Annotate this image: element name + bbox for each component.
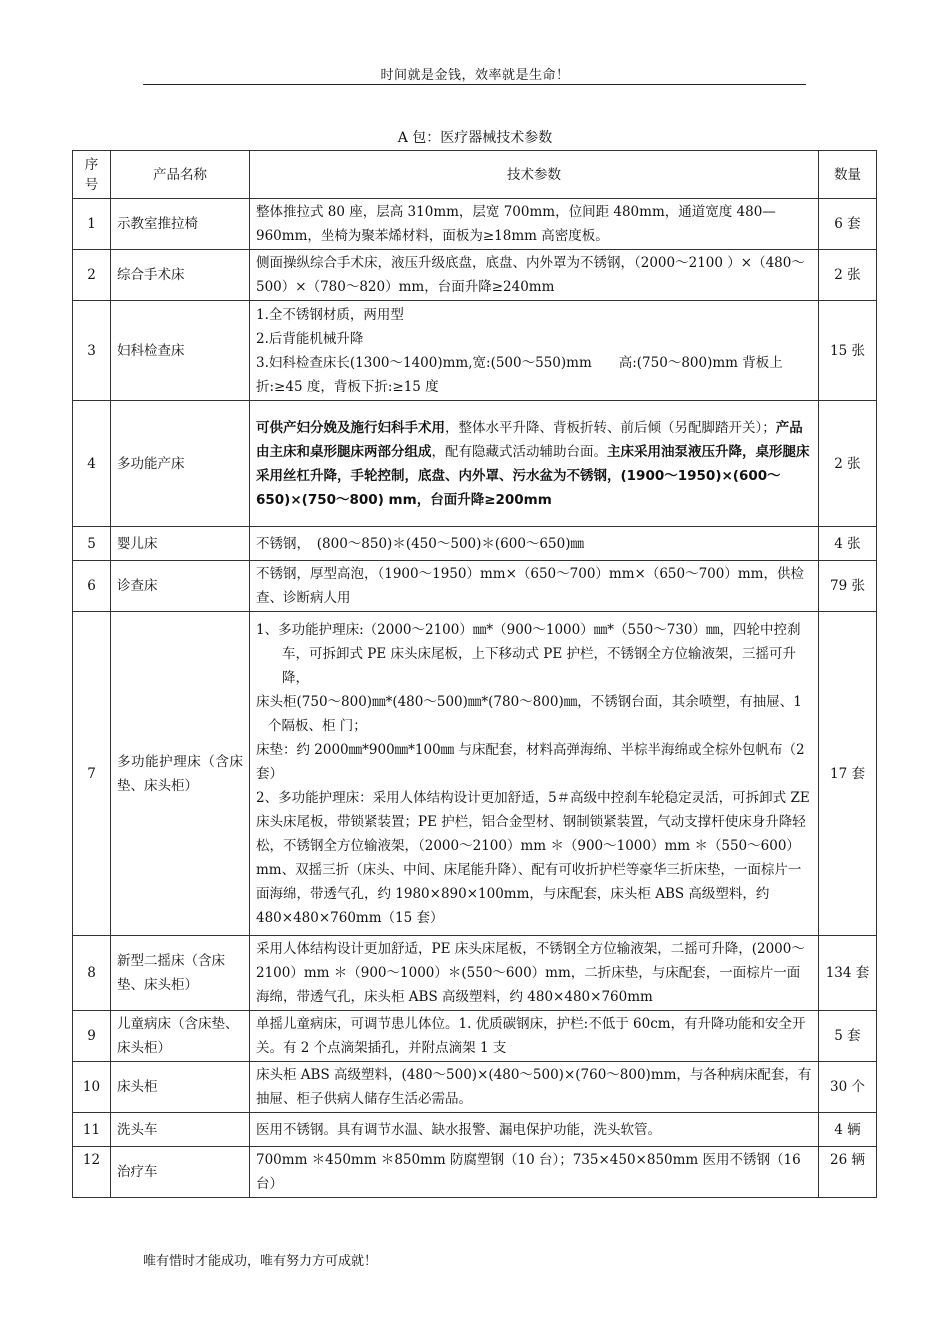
product-name: 示教室推拉椅 xyxy=(111,199,250,250)
spec-cell xyxy=(250,1147,819,1198)
quantity: 2 张 xyxy=(819,401,877,527)
spec-text: 整体推拉式 80 座，层高 310mm，层宽 700mm，位间距 480mm，通道宽度 480—960mm，坐椅为聚苯烯材料，面板为≥18mm 高密度板。 xyxy=(256,204,776,244)
spec-cell xyxy=(250,561,819,612)
product-name: 综合手术床 xyxy=(111,250,250,301)
table-row xyxy=(73,612,877,936)
spec-text: 单摇儿童病床，可调节患儿体位。1. 优质碳钢床，护栏:不低于 60cm，有升降功能和安全开关。有 2 个点滴架插孔，并附点滴架 1 支 xyxy=(256,1016,806,1056)
spec-text: ，整体水平升降、背板折转、前后倾（另配脚踏开关）； xyxy=(445,419,776,436)
spec-text-bold: 产品由主床和桌形腿床两部分组成 xyxy=(256,419,803,460)
tech-params-table xyxy=(72,150,877,1198)
spec-text: 1、多功能护理床:（2000～2100）㎜*（900～1000）㎜*（550～730）㎜，四轮中控刹车，可拆卸式 PE 床头床尾板，上下移动式 PE 护栏，不锈钢全方位输液架，三摇可升降， xyxy=(256,621,801,686)
table-row xyxy=(73,527,877,561)
spec-cell xyxy=(250,936,819,1011)
quantity: 5 套 xyxy=(819,1011,877,1062)
quantity: 4 张 xyxy=(819,527,877,561)
product-name: 多功能产床 xyxy=(111,401,250,527)
spec-cell xyxy=(250,527,819,561)
header-name: 产品名称 xyxy=(111,151,250,199)
spec-text-bold: 可供产妇分娩及施行妇科手术用 xyxy=(256,419,445,436)
product-name: 洗头车 xyxy=(111,1113,250,1147)
product-name: 婴儿床 xyxy=(111,527,250,561)
product-name: 诊查床 xyxy=(111,561,250,612)
quantity: 134 套 xyxy=(819,936,877,1011)
spec-text: 床垫：约 2000㎜*900㎜*100㎜ 与床配套，材料高弹海绵、半棕半海绵或全棕外包帆布（2 套） xyxy=(256,741,805,782)
spec-cell xyxy=(250,250,819,301)
table-row xyxy=(73,301,877,401)
spec-cell xyxy=(250,301,819,401)
row-number: 2 xyxy=(73,250,111,301)
quantity: 2 张 xyxy=(819,250,877,301)
header-spec: 技术参数 xyxy=(250,151,819,199)
row-number: 12 xyxy=(73,1147,111,1198)
quantity: 17 套 xyxy=(819,612,877,936)
spec-cell xyxy=(250,1113,819,1147)
table-header-row xyxy=(73,151,877,199)
spec-cell xyxy=(250,199,819,250)
row-number: 7 xyxy=(73,612,111,936)
spec-text: 2.后背能机械升降 xyxy=(256,330,364,347)
row-number: 9 xyxy=(73,1011,111,1062)
spec-text: 采用人体结构设计更加舒适，PE 床头床尾板，不锈钢全方位输液架，二摇可升降，(2000～2100）mm ＊（900～1000）＊(550～600）mm，二折床垫，与床配套，一面棕片一面海绵，带透气孔，床头柜 ABS 高级塑料，约 480×480×760mm xyxy=(256,941,805,1005)
spec-text: 床头柜(750～800)㎜*(480～500)㎜*(780～800)㎜，不锈钢台面，其余喷塑，有抽屉、1 个隔板、柜 门； xyxy=(256,693,802,734)
product-name: 妇科检查床 xyxy=(111,301,250,401)
table-row xyxy=(73,401,877,527)
row-number: 5 xyxy=(73,527,111,561)
quantity: 30 个 xyxy=(819,1062,877,1113)
spec-cell xyxy=(250,401,819,527)
table-row xyxy=(73,936,877,1011)
product-name: 床头柜 xyxy=(111,1062,250,1113)
spec-text: 1.全不锈钢材质，两用型 xyxy=(256,306,404,323)
spec-text: 700mm ＊450mm ＊850mm 防腐塑钢（10 台）；735×450×850mm 医用不锈钢（16 台） xyxy=(256,1152,801,1192)
spec-text-bold: 主床采用油泵液压升降，桌形腿床采用丝杠升降，手轮控制，底盘、内外罩、污水盆为不锈钢，(1900～1950)×(600～650)×(750～800) mm，台面升降≥200mm xyxy=(256,443,810,508)
table-row xyxy=(73,1147,877,1198)
row-number: 8 xyxy=(73,936,111,1011)
spec-text: 2、多功能护理床：采用人体结构设计更加舒适，5＃高级中控刹车轮稳定灵活，可拆卸式 ZE 床头床尾板，带锁紧装置；PE 护栏，铝合金型材、钢制锁紧装置，气动支撑杆使床身升降轻松，不锈钢全方位输液架，（2000～2100）mm ＊（900～1000）mm ＊（550～600）mm、双摇三折（床头、中间、床尾能升降）、配有可收折护栏等豪华三折床垫，一面棕片一面海绵，带透气孔，约 1980×890×100mm，与床配套，床头柜 ABS 高级塑料，约 480×480×760mm（15 套） xyxy=(256,789,810,926)
spec-text: 床头柜 ABS 高级塑料，(480～500)×(480～500)×(760～800)mm，与各种病床配套，有抽屉、柜子供病人储存生活必需品。 xyxy=(256,1067,812,1107)
table-row xyxy=(73,561,877,612)
table-row xyxy=(73,199,877,250)
row-number: 6 xyxy=(73,561,111,612)
table-row xyxy=(73,1011,877,1062)
row-number: 10 xyxy=(73,1062,111,1113)
row-number: 11 xyxy=(73,1113,111,1147)
product-name: 治疗车 xyxy=(111,1147,250,1198)
spec-text: 3.妇科检查床长(1300～1400)mm,宽:(500～550)mm 高:(750～800)mm 背板上折:≥45 度，背板下折:≥15 度 xyxy=(256,354,783,395)
spec-cell xyxy=(250,612,819,936)
product-name: 儿童病床（含床垫、床头柜） xyxy=(111,1011,250,1062)
quantity: 79 张 xyxy=(819,561,877,612)
header-qty: 数量 xyxy=(819,151,877,199)
spec-cell xyxy=(250,1062,819,1113)
quantity: 15 张 xyxy=(819,301,877,401)
quantity: 4 辆 xyxy=(819,1113,877,1147)
page-header-slogan: 时间就是金钱，效率就是生命！ xyxy=(380,68,570,83)
quantity: 6 套 xyxy=(819,199,877,250)
spec-text: 侧面操纵综合手术床，液压升级底盘，底盘、内外罩为不锈钢，（2000～2100 ）×（480～500）×（780～820）mm，台面升降≥240mm xyxy=(256,255,805,295)
product-name: 多功能护理床（含床垫、床头柜） xyxy=(111,612,250,936)
product-name: 新型二摇床（含床垫、床头柜） xyxy=(111,936,250,1011)
document-title: A 包：医疗器械技术参数 xyxy=(397,130,553,146)
row-number: 4 xyxy=(73,401,111,527)
spec-text: ，配有隐藏式活动辅助台面。 xyxy=(431,443,607,460)
header-divider xyxy=(143,84,806,85)
header-no: 序号 xyxy=(73,151,111,199)
spec-cell xyxy=(250,1011,819,1062)
quantity: 26 辆 xyxy=(819,1147,877,1198)
row-number: 1 xyxy=(73,199,111,250)
spec-text: 不锈钢，厚型高泡，（1900～1950）mm×（650～700）mm×（650～700）mm，供检查、诊断病人用 xyxy=(256,566,804,606)
table-row xyxy=(73,1062,877,1113)
table-row xyxy=(73,250,877,301)
spec-text: 医用不锈钢。具有调节水温、缺水报警、漏电保护功能，洗头软管。 xyxy=(256,1121,661,1138)
row-number: 3 xyxy=(73,301,111,401)
table-row xyxy=(73,1113,877,1147)
page-footer-motto: 唯有惜时才能成功，唯有努力方可成就！ xyxy=(143,1254,378,1269)
spec-text: 不锈钢， (800～850)＊(450～500)＊(600～650)㎜ xyxy=(256,535,584,552)
